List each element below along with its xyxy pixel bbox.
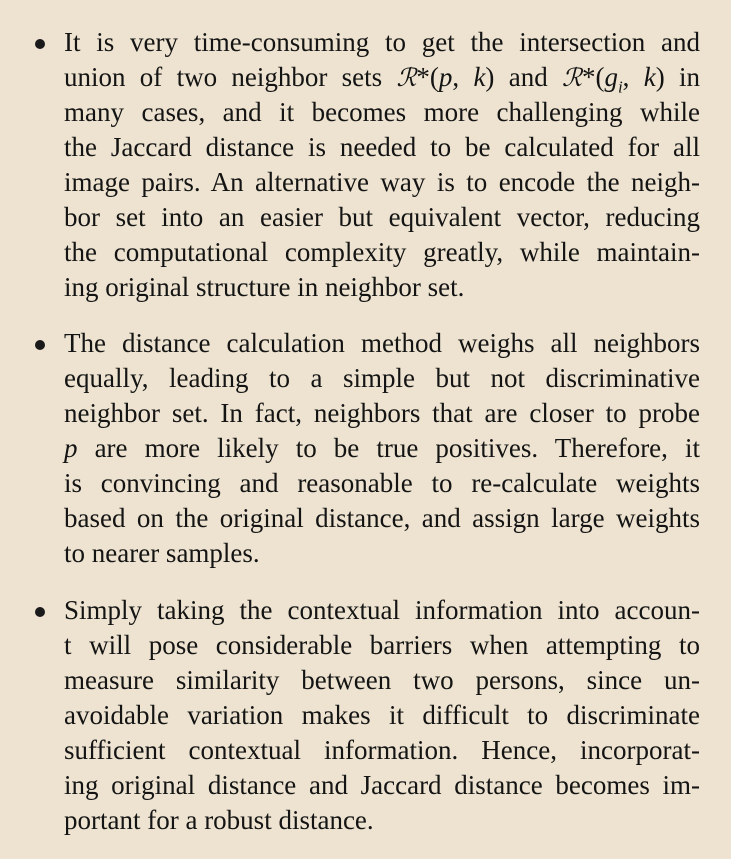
text-line: portant for a robust distance.	[64, 805, 374, 835]
text-line: sufficient contextual information. Hence, incorporat-	[64, 735, 700, 765]
text-line: the Jaccard distance is needed to be calculated for all	[64, 132, 700, 162]
text-line: to nearer samples.	[64, 538, 260, 568]
text-line: ing original structure in neighbor set.	[64, 272, 465, 302]
text-line: ing original distance and Jaccard distance becomes im-	[64, 770, 700, 800]
text-line: avoidable variation makes it difficult to discriminate	[64, 700, 700, 730]
text-line: image pairs. An alternative way is to encode the neigh-	[64, 167, 700, 197]
text-line: based on the original distance, and assign large weights	[64, 503, 700, 533]
bullet-dot	[35, 340, 45, 350]
text-line: It is very time-consuming to get the intersection and	[64, 27, 700, 57]
text-line-with-math: union of two neighbor sets ℛ*(p, k) and $ℛ*(g_i$, k) in	[64, 62, 700, 97]
text-line: bor set into an easier but equivalent vector, reducing	[64, 202, 700, 232]
text-line: Simply taking the contextual information into accoun-	[64, 595, 700, 625]
text-line: The distance calculation method weighs all neighbors	[64, 328, 700, 358]
text-line-with-math: p are more likely to be true positives. Therefore, it	[64, 433, 700, 463]
text-line: many cases, and it becomes more challenging while	[64, 97, 700, 127]
bullet-dot	[35, 607, 45, 617]
text-line: measure similarity between two persons, since un-	[64, 665, 700, 695]
text-line: is convincing and reasonable to re-calculate weights	[64, 468, 700, 498]
bullet-dot	[35, 39, 45, 49]
text-line: t will pose considerable barriers when attempting to	[64, 630, 700, 660]
text-line: the computational complexity greatly, while maintain-	[64, 237, 700, 267]
text-line: neighbor set. In fact, neighbors that are closer to probe	[64, 398, 700, 428]
text-line: equally, leading to a simple but not discriminative	[64, 363, 700, 393]
